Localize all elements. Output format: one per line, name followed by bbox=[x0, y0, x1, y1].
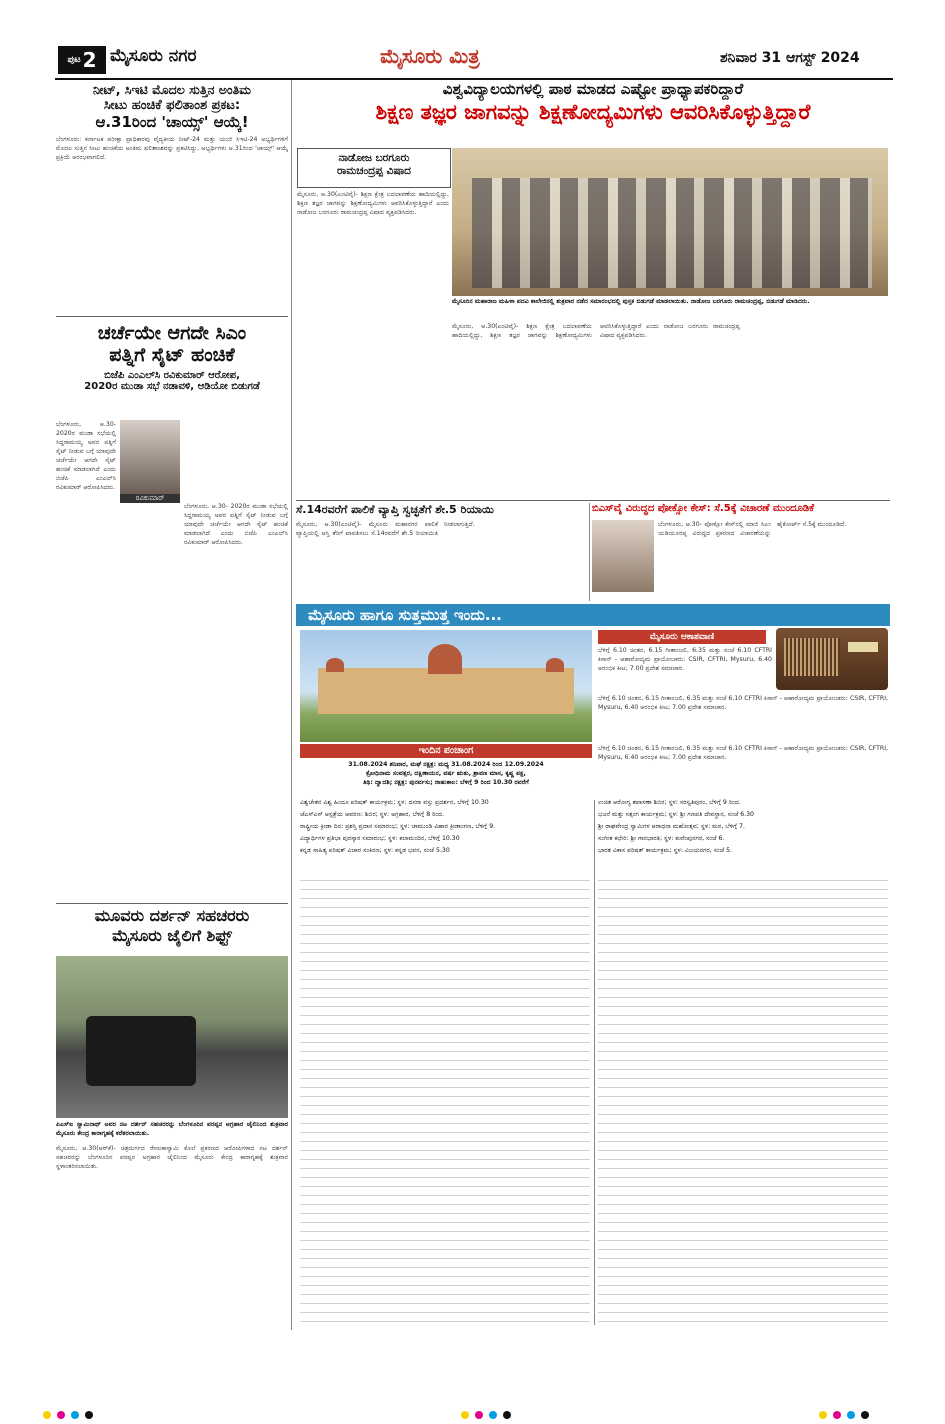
radio-speaker bbox=[784, 638, 840, 676]
event-item: ರಾಷ್ಟ್ರೀಯ ಕ್ರೀಡಾ ದಿನ: ಪ್ರಶಸ್ತಿ ಪ್ರದಾನ ಸಮಾರಂಭ; ಸ್ಥಳ: ಚಾಮುಂಡಿ ವಿಹಾರ ಕ್ರೀಡಾಂಗಣ, ಬೆಳಿಗ್ಗೆ 9. bbox=[300, 823, 496, 830]
main-sub-box bbox=[297, 148, 451, 188]
story-title-line: ಆ.31ರಿಂದ 'ಚಾಯ್ಸ್' ಆಯ್ಕೆ! bbox=[95, 113, 249, 131]
story-title-line: ಪತ್ನಿಗೆ ಸೈಟ್ ಹಂಚಿಕೆ bbox=[109, 344, 235, 366]
story-a-title: ಸೆ.14ರವರೆಗೆ ಪಾಲಿಕೆ ವ್ಯಾಪ್ತಿ ಸ್ವಚ್ಛತೆಗೆ ಶೇ.5 ರಿಯಾಯಿ bbox=[296, 503, 494, 516]
story-body bbox=[184, 502, 288, 898]
story-title-line: ಚರ್ಚೆಯೇ ಆಗದೇ ಸಿಎಂ bbox=[97, 322, 247, 344]
story-text: ಬೆಂಗಳೂರು: ಕರ್ನಾಟಕ ಪರೀಕ್ಷಾ ಪ್ರಾಧಿಕಾರವು ವೈದ್ಯಕೀಯ ನೀಟ್-24 ಮತ್ತು ಯುಜಿ ಸಿಇಟಿ-24 ಅಭ್ಯರ್ಥಿಗಳಿಗೆ ಮೊದಲ ಸುತ್ತಿನ ಸೀಟು ಹಂಚಿಕೆಯ ಅಂತಿಮ ಫಲಿತಾಂಶವನ್ನು ಪ್ರಕಟಿಸಿದ್ದು, ಅಭ್ಯರ್ಥಿಗಳು ಆ.31ರಿಂದ 'ಚಾಯ್ಸ್' ಆಯ್ಕೆ ಪ್ರಕ್ರಿಯೆ ಆರಂಭವಾಗಲಿದೆ. bbox=[56, 136, 288, 161]
akashvani-text: ಬೆಳಿಗ್ಗೆ 6.10 ಚಿಂತನ, 6.15 ಗೀತಾಂಜಲಿ, 6.35 ಮತ್ತು ಸಂಜೆ 6.10 CFTRI ಕಿಸಾನ್ - ಆಹಾರೋದ್ಯಮ ಪ್ರಾಯೋಜಕರು: CSIR, CFTRI, Mysuru, 6.40 ಆರಂಭಿಕ ಕೀಟ; 7.00 ಪ್ರದೇಶ ಸಮಾಚಾರ. bbox=[598, 695, 888, 711]
main-kicker: ವಿಶ್ವವಿದ್ಯಾಲಯಗಳಲ್ಲಿ ಪಾಠ ಮಾಡದ ಎಷ್ಟೋ ಪ್ರಾಧ್ಯಾಪಕರಿದ್ದಾರೆ bbox=[442, 80, 744, 98]
van-shape bbox=[86, 1016, 196, 1086]
story-text: ಬೆಂಗಳೂರು, ಆ.30- ಪೋಕ್ಸೋ ಕೇಸ್‌ನಲ್ಲಿ ಮಾಜಿ ಸಿಎಂ ಯಡಿಯೂರಪ್ಪ ವಿರುದ್ಧದ ಪ್ರಕರಣದ ವಿಚಾರಣೆಯನ್ನು ಹೈಕೋರ್ಟ್ ಸೆ.5ಕ್ಕೆ ಮುಂದೂಡಿದೆ. bbox=[658, 521, 847, 537]
today-banner-text: ಮೈಸೂರು ಹಾಗೂ ಸುತ್ತಮುತ್ತ ಇಂದು... bbox=[308, 606, 502, 624]
issue-date: ಶನಿವಾರ 31 ಆಗಸ್ಟ್ 2024 bbox=[720, 50, 860, 66]
event-item: ವಿದ್ಯಾರ್ಥಿಗಳ ಪ್ರತಿಭಾ ಪುರಸ್ಕಾರ ಸಮಾರಂಭ; ಸ್ಥಳ: ಕಲಾಮಂದಿರ, ಬೆಳಿಗ್ಗೆ 10.30 bbox=[300, 835, 460, 842]
palace-dome bbox=[546, 658, 564, 672]
print-registration-marks bbox=[40, 1404, 905, 1416]
event-item: ಭಾರತ ವಿಕಾಸ ಪರಿಷತ್ ಕಾರ್ಯಕ್ರಮ; ಸ್ಥಳ: ವಿಜಯನಗರ, ಸಂಜೆ 5. bbox=[598, 847, 733, 854]
bsy-photo bbox=[592, 520, 654, 592]
photo-caption bbox=[452, 297, 888, 319]
event-item: ಭಜನೆ ಮತ್ತು ಸತ್ಸಂಗ ಕಾರ್ಯಕ್ರಮ; ಸ್ಥಳ: ಶ್ರೀ ಗಣಪತಿ ದೇವಸ್ಥಾನ, ಸಂಜೆ 6.30 bbox=[598, 811, 754, 818]
people-shapes bbox=[472, 178, 872, 288]
story-text: ಮೈಸೂರು, ಆ.30(ಆರ್‌ಕೆ)- ಚಿತ್ರದುರ್ಗದ ರೇಣುಕಾಸ್ವಾಮಿ ಕೊಲೆ ಪ್ರಕರಣದ ಆರೋಪಿಗಳಾದ ನಟ ದರ್ಶನ್ ಸಹಚರರನ್ನು ಬೆಂಗಳೂರಿನ ಪರಪ್ಪನ ಅಗ್ರಹಾರ ಜೈಲಿನಿಂದ ಮೈಸೂರು ಕೇಂದ್ರ ಕಾರಾಗೃಹಕ್ಕೆ ಶುಕ್ರವಾರ ಸ್ಥಳಾಂತರಿಸಲಾಯಿತು. bbox=[56, 1145, 288, 1170]
divider bbox=[296, 500, 890, 501]
akashvani-body bbox=[598, 646, 772, 694]
photo-caption: ರವಿಕುಮಾರ್ bbox=[120, 494, 180, 503]
story-body bbox=[56, 1144, 288, 1324]
main-text: ಮೈಸೂರು, ಆ.30(ಎಂಟಿವೈ)- ಶಿಕ್ಷಣ ಕ್ಷೇತ್ರ ಬದಲಾವಣೆಯ ಹಾದಿಯಲ್ಲಿದ್ದು, ಶಿಕ್ಷಣ ತಜ್ಞರ ಜಾಗವನ್ನು ಶಿಕ್ಷಣೋದ್ಯಮಿಗಳು ಆವರಿಸಿಕೊಳ್ಳುತ್ತಿದ್ದಾರೆ ಎಂದು ನಾಡೋಜ ಬರಗೂರು ರಾಮಚಂದ್ರಪ್ಪ ವಿಷಾದ ವ್ಯಕ್ತಪಡಿಸಿದರು. bbox=[297, 191, 449, 216]
main-sub-line: ನಾಡೋಜ ಬರಗೂರು bbox=[338, 152, 410, 164]
panchanga-body bbox=[300, 760, 592, 787]
event-listings-right bbox=[598, 798, 888, 858]
story-b-body bbox=[658, 520, 890, 600]
story-text: ಬೆಂಗಳೂರು, ಆ.30- 2020ರ ಮುಡಾ ಸಭೆಯಲ್ಲಿ ಸಿದ್ದರಾಮಯ್ಯ ಅವರ ಪತ್ನಿಗೆ ಸೈಟ್ ನೀಡುವ ಬಗ್ಗೆ ಯಾವುದೇ ಚರ್ಚೆಯೇ ಆಗದೇ ಸೈಟ್ ಹಂಚಿಕೆ ಮಾಡಲಾಗಿದೆ ಎಂದು ಬಿಜೆಪಿ ಎಂಎಲ್‌ಸಿ ರವಿಕುಮಾರ್ ಆರೋಪಿಸಿದರು. bbox=[184, 503, 288, 546]
page-number-box bbox=[58, 46, 106, 74]
ravikumar-photo bbox=[120, 420, 180, 494]
caption-text: ಪಿಎಸ್ಐ ಸ್ವಾಮಿನಾಥ್ ಅವರ ನಟ ದರ್ಶನ್ ಸಹಚರರನ್ನು ಬೆಂಗಳೂರಿನ ಪರಪ್ಪನ ಅಗ್ರಹಾರ ಜೈಲಿನಿಂದ ಶುಕ್ರವಾರ ಮೈಸೂರು ಕೇಂದ್ರ ಕಾರಾಗೃಹಕ್ಕೆ ಕರೆತರಲಾಯಿತು. bbox=[56, 1121, 288, 1137]
story-subtitle: 2020ರ ಮುಡಾ ಸಭೆ ನಡಾವಳಿ, ಆಡಿಯೋ ಬಿಡುಗಡೆ bbox=[84, 381, 260, 392]
story-subtitle: ಬಿಜೆಪಿ ಎಂಎಲ್‌ಸಿ ರವಿಕುಮಾರ್ ಆರೋಪ, bbox=[104, 370, 240, 381]
story-a-body bbox=[296, 520, 586, 600]
akashvani-body bbox=[598, 694, 888, 742]
story-body bbox=[56, 420, 116, 900]
page-label: ಪುಟ bbox=[67, 55, 81, 65]
event-item: ವಿಶ್ವಚೇತನ ವಿಶ್ವ ಹಿಂದೂ ಪರಿಷತ್ ಕಾರ್ಯಕ್ರಮ; ಸ್ಥಳ: ದಸರಾ ವಸ್ತು ಪ್ರದರ್ಶನ, ಬೆಳಿಗ್ಗೆ 10.30 bbox=[300, 799, 489, 806]
main-headline: ಶಿಕ್ಷಣ ತಜ್ಞರ ಜಾಗವನ್ನು ಶಿಕ್ಷಣೋದ್ಯಮಿಗಳು ಆವರಿಸಿಕೊಳ್ಳುತ್ತಿದ್ದಾರೆ bbox=[375, 100, 811, 124]
divider bbox=[56, 903, 288, 904]
panchanga-line: 31.08.2024 ಶನಿವಾರ, ಮಘೆ ನಕ್ಷತ್ರ: ಮಧ್ಯ 31.08.2024 ರಿಂದ 12.09.2024 bbox=[348, 761, 544, 768]
event-item: ಶ್ರೀ ರಾಘವೇಂದ್ರ ಸ್ವಾಮಿಗಳ ಆರಾಧನಾ ಮಹೋತ್ಸವ; ಸ್ಥಳ: ಮಠ, ಬೆಳಿಗ್ಗೆ 7. bbox=[598, 823, 745, 830]
story-title-line: ಮೂವರು ದರ್ಶನ್ ಸಹಚರರು bbox=[94, 906, 250, 925]
story-neet bbox=[56, 82, 288, 293]
story-text: ಬೆಂಗಳೂರು, ಆ.30- 2020ರ ಮುಡಾ ಸಭೆಯಲ್ಲಿ ಸಿದ್ದರಾಮಯ್ಯ ಅವರ ಪತ್ನಿಗೆ ಸೈಟ್ ನೀಡುವ ಬಗ್ಗೆ ಯಾವುದೇ ಚರ್ಚೆಯೇ ಆಗದೇ ಸೈಟ್ ಹಂಚಿಕೆ ಮಾಡಲಾಗಿದೆ ಎಂದು ಬಿಜೆಪಿ ಎಂಎಲ್‌ಸಿ ರವಿಕುಮಾರ್ ಆರೋಪಿಸಿದರು. bbox=[56, 421, 116, 491]
event-item: ಉಚಿತ ಆರೋಗ್ಯ ತಪಾಸಣಾ ಶಿಬಿರ; ಸ್ಥಳ: ಸರಸ್ವತಿಪುರಂ, ಬೆಳಿಗ್ಗೆ 9 ರಿಂದ. bbox=[598, 799, 741, 806]
divider bbox=[56, 316, 288, 317]
panchanga-line: ತಿಥಿ: ದ್ವಾದಶಿ; ನಕ್ಷತ್ರ: ಪುನರ್ವಸು; ರಾಹುಕಾಲ: ಬೆಳಿಗ್ಗೆ 9 ರಿಂದ 10.30 ರವರೆಗೆ bbox=[363, 779, 529, 786]
jail-van-photo bbox=[56, 956, 288, 1118]
radio-dial bbox=[848, 642, 878, 652]
main-text: ಮೈಸೂರು, ಆ.30(ಎಂಟಿವೈ)- ಶಿಕ್ಷಣ ಕ್ಷೇತ್ರ ಬದಲಾವಣೆಯ ಹಾದಿಯಲ್ಲಿದ್ದು, ಶಿಕ್ಷಣ ತಜ್ಞರ ಜಾಗವನ್ನು ಶಿಕ್ಷಣೋದ್ಯಮಿಗಳು ಆವರಿಸಿಕೊಳ್ಳುತ್ತಿದ್ದಾರೆ ಎಂದು ನಾಡೋಜ ಬರಗೂರು ರಾಮಚಂದ್ರಪ್ಪ ವಿಷಾದ ವ್ಯಕ್ತಪಡಿಸಿದರು. bbox=[452, 323, 740, 339]
event-listings-left bbox=[300, 798, 590, 858]
caption-text: ಮೈಸೂರಿನ ಮಹಾರಾಜ ಮಹಿಳಾ ಪದವಿ ಕಾಲೇಜಿನಲ್ಲಿ ಶುಕ್ರವಾರ ನಡೆದ ಸಮಾರಂಭದಲ್ಲಿ ಪುಸ್ತಕ ಬಿಡುಗಡೆ ಮಾಡಲಾಯಿತು. ನಾಡೋಜ ಬರಗೂರು ರಾಮಚಂದ್ರಪ್ಪ, ಬಿಡುಗಡೆ ಮಾಡಿದರು. bbox=[452, 298, 810, 305]
radio-icon bbox=[776, 628, 888, 690]
story-b-title: ಬಿಎಸ್‌ವೈ ವಿರುದ್ಧದ ಪೋಕ್ಸೋ ಕೇಸ್: ಸೆ.5ಕ್ಕೆ ವಿಚಾರಣೆ ಮುಂದೂಡಿಕೆ bbox=[592, 503, 815, 514]
event-item: ಕನ್ನಡ ಸಾಹಿತ್ಯ ಪರಿಷತ್ ವಿಚಾರ ಸಂಕಿರಣ; ಸ್ಥಳ: ಕನ್ನಡ ಭವನ, ಸಂಜೆ 5.30 bbox=[300, 847, 450, 854]
page-number: 2 bbox=[82, 48, 97, 72]
story-title-line: ನೀಟ್, ಸಿಇಟಿ ಮೊದಲ ಸುತ್ತಿನ ಅಂತಿಮ bbox=[92, 82, 252, 97]
story-title-line: ಮೈಸೂರು ಜೈಲಿಗೆ ಶಿಫ್ಟ್ bbox=[112, 926, 232, 945]
event-item: ಜೆಎಸ್‌ಎಸ್ ಆಸ್ಪತ್ರೆಯ ಆವರಣ: ಶಿಬಿರ; ಸ್ಥಳ: ಅಗ್ರಹಾರ, ಬೆಳಿಗ್ಗೆ 8 ರಿಂದ. bbox=[300, 811, 445, 818]
akashvani-title: ಮೈಸೂರು ಆಕಾಶವಾಣಿ bbox=[598, 630, 766, 644]
masthead: ಮೈಸೂರು ಮಿತ್ರ bbox=[380, 44, 480, 68]
main-body-columns bbox=[452, 322, 888, 500]
panchanga-line: ಕ್ರೋಧಿನಾಮ ಸಂವತ್ಸರ, ದಕ್ಷಿಣಾಯನ, ವರ್ಷ ಋತು, ಶ್ರಾವಣ ಮಾಸ, ಕೃಷ್ಣ ಪಕ್ಷ, bbox=[366, 770, 526, 777]
column-rule bbox=[594, 800, 595, 1325]
story-darshan bbox=[56, 906, 288, 946]
today-banner bbox=[296, 604, 890, 626]
section-title: ಮೈಸೂರು ನಗರ bbox=[110, 46, 197, 66]
listing-text-block bbox=[300, 880, 590, 1325]
story-title-line: ಸೀಟು ಹಂಚಿಕೆ ಫಲಿತಾಂಶ ಪ್ರಕಟ: bbox=[103, 98, 241, 113]
main-sub-line: ರಾಮಚಂದ್ರಪ್ಪ ವಿಷಾದ bbox=[337, 165, 411, 177]
palace-dome bbox=[428, 644, 462, 674]
event-item: ಸಂಗೀತ ಕಛೇರಿ: ಶ್ರೀ ಗಾನಭಾರತಿ; ಸ್ಥಳ: ಕುವೆಂಪುನಗರ, ಸಂಜೆ 6. bbox=[598, 835, 725, 842]
story-text: ಮೈಸೂರು, ಆ.30(ಎಂಟಿವೈ)- ಮೈಸೂರು ಮಹಾನಗರ ಪಾಲಿಕೆ ವ್ಯಾಪ್ತಿಯಲ್ಲಿ ಆಸ್ತಿ ತೆರಿಗೆ ಪಾವತಿಸಲು ಸೆ.14ರವರೆಗೆ ಶೇ.5 ರಿಯಾಯಿತಿ ನೀಡಲಾಗುತ್ತಿದೆ. bbox=[296, 521, 475, 537]
akashvani-text: ಬೆಳಿಗ್ಗೆ 6.10 ಚಿಂತನ, 6.15 ಗೀತಾಂಜಲಿ, 6.35 ಮತ್ತು ಸಂಜೆ 6.10 CFTRI ಕಿಸಾನ್ - ಆಹಾರೋದ್ಯಮ ಪ್ರಾಯೋಜಕರು: CSIR, CFTRI, Mysuru, 6.40 ಆರಂಭಿಕ ಕೀಟ; 7.00 ಪ್ರದೇಶ ಸಮಾಚಾರ. bbox=[598, 647, 772, 672]
column-rule bbox=[291, 80, 292, 1330]
akashvani-body bbox=[598, 744, 888, 794]
column-rule bbox=[589, 503, 590, 601]
palace-body bbox=[318, 668, 574, 714]
story-body bbox=[56, 135, 288, 293]
book-release-photo bbox=[452, 148, 888, 296]
story-site bbox=[56, 322, 288, 392]
panchanga-title: ಇಂದಿನ ಪಂಚಾಂಗ bbox=[300, 744, 592, 758]
palace-dome bbox=[326, 658, 344, 672]
listing-text-block bbox=[598, 880, 888, 1325]
akashvani-text: ಬೆಳಿಗ್ಗೆ 6.10 ಚಿಂತನ, 6.15 ಗೀತಾಂಜಲಿ, 6.35 ಮತ್ತು ಸಂಜೆ 6.10 CFTRI ಕಿಸಾನ್ - ಆಹಾರೋದ್ಯಮ ಪ್ರಾಯೋಜಕರು: CSIR, CFTRI, Mysuru, 6.40 ಆರಂಭಿಕ ಕೀಟ; 7.00 ಪ್ರದೇಶ ಸಮಾಚಾರ. bbox=[598, 745, 888, 761]
palace-photo bbox=[300, 630, 592, 742]
photo-caption bbox=[56, 1120, 288, 1140]
